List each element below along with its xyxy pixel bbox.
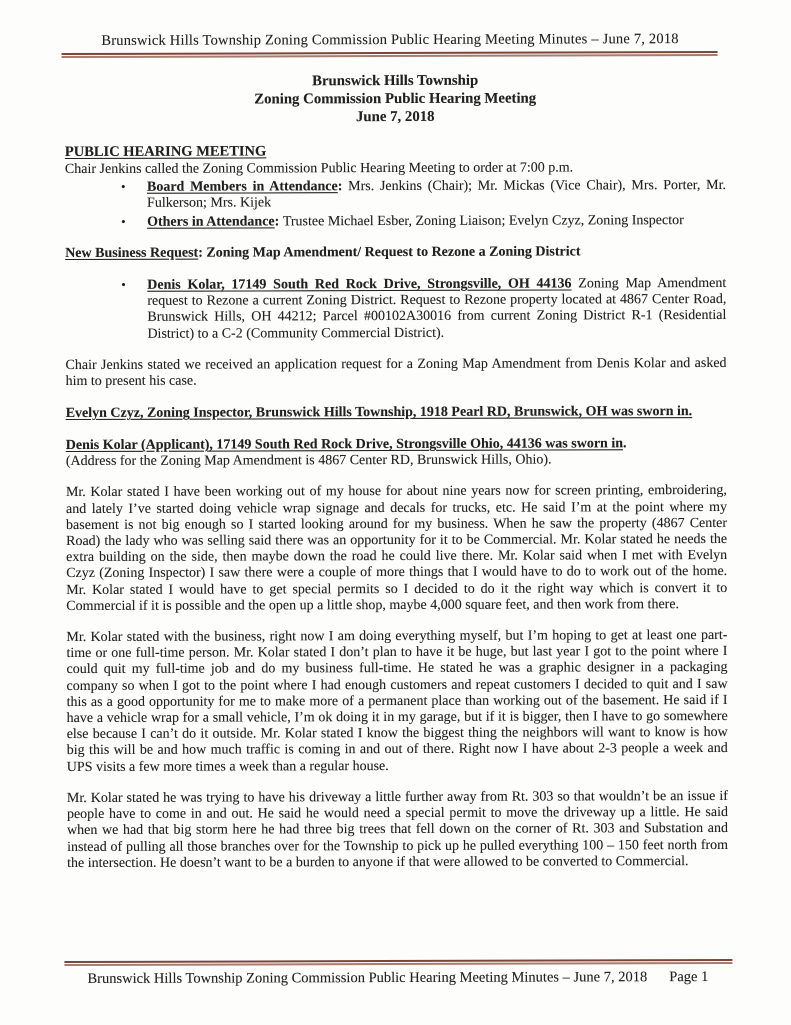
attendance-others-label: Others in Attendance (147, 213, 275, 230)
footer-text-row (67, 969, 740, 988)
footer-page-number: Page 1 (669, 969, 709, 986)
footer-rule (64, 959, 732, 966)
kolar-paragraph-3: Mr. Kolar stated he was trying to have his driveway a little further away from Rt. 303 so that wouldn’t be an issue if people have to come in and out. He said he would need a special permit to move the driveway up a little. He said when we had that big storm here he had three big trees that fell down on the corner of Rt. 303 and Substation and instead of pulling all those branches over for the Township to pick up he pulled everything 100 – 150 feet north from the intersection. He doesn’t want to be a burden to anyone if that were allowed to be converted to Commercial. (66, 788, 729, 871)
rezone-request-item (65, 276, 726, 343)
attendance-board-separator: : (337, 179, 349, 195)
sworn-in-denis-line (66, 435, 727, 454)
page-footer (67, 959, 740, 988)
sworn-in-evelyn-heading (66, 403, 727, 422)
rezone-request-applicant: Denis Kolar, 17149 South Red Rock Drive, Strongsville, OH 44136 (147, 276, 572, 293)
title-line-1: Brunswick Hills Township (312, 72, 479, 90)
attendance-board-members (65, 178, 726, 212)
attendance-others-separator: : (274, 213, 283, 229)
kolar-paragraph-1: Mr. Kolar stated I have been working out of my house for about nine years now for screen printing, embroidering, and lately I’ve started doing vehicle wrap signage and decals for trucks, etc. He said I’m at the point where my basement is not big enough so I started looking around for my business. When he saw the property (4867 Center Road) the lady who was selling said there was an opportunity for it to be Commercial. Mr. Kolar stated he needs the extra building on the side, then maybe down the road he could live there. Mr. Kolar said when I met with Evelyn Czyz (Zoning Inspector) I saw there were a couple of more things that I would have to do to work out of the home. Mr. Kolar stated I would have to get special permits so I decided to do it the right way which is convert it to Commercial if it is possible and the open up a little shop, maybe 4,000 square feet, and then work from there. (65, 483, 728, 614)
chair-statement-paragraph: Chair Jenkins stated we received an application request for a Zoning Map Amendment from Denis Kolar and asked him to present his case. (65, 355, 727, 390)
new-business-separator: : (198, 245, 207, 261)
bullet-icon: • (121, 276, 126, 292)
attendance-others (65, 213, 726, 231)
running-header-text: Brunswick Hills Township Zoning Commission Public Hearing Meeting Minutes – June 7, 2018 (101, 31, 679, 49)
kolar-paragraph-2: Mr. Kolar stated with the business, right now I am doing everything myself, but I’m hoping to get at least one part-time or one full-time person. Mr. Kolar stated I don’t plan to have it be huge, but last year I got to the point where I could quit my full-time job and do my business full-time. He stated he was a graphic designer in a packaging company so when I got to the point where I had enough customers and repeat customers I decided to quit and I saw this as a good opportunity for me to make more of a permanent place than working out of the basement. He said if I have a vehicle wrap for a small vehicle, I’m ok doing it in my garage, but if it is bigger, then I have to go somewhere else because I can’t do it outside. Mr. Kolar stated I know the biggest thing the neighbors will want to know is how big this will be and how much traffic is coming in and out of there. Right now I have about 2-3 people a week and UPS visits a few more times a week than a regular house. (66, 628, 728, 775)
title-line-3: June 7, 2018 (355, 108, 435, 126)
bullet-icon: • (121, 213, 126, 229)
attendance-board-names: Mrs. Jenkins (Chair); Mr. Mickas (Vice Chair), Mrs. Porter, Mr. Fulkerson; Mrs. Kijek (147, 178, 726, 212)
footer-title: Brunswick Hills Township Zoning Commission Public Hearing Meeting Minutes – June 7, 2018 (87, 969, 648, 987)
header-rule (62, 51, 718, 58)
new-business-heading (65, 244, 726, 262)
public-hearing-heading: PUBLIC HEARING MEETING (64, 143, 267, 161)
sworn-in-denis-period: . (622, 436, 627, 452)
sworn-in-denis-heading (66, 435, 727, 470)
sworn-in-denis-text: Denis Kolar (Applicant), 17149 South Red Rock Drive, Strongsville Ohio, 44136 was sworn in (65, 436, 624, 454)
amendment-address-note: (Address for the Zoning Map Amendment is 4867 Center RD, Brunswick Hills, Ohio). (65, 452, 552, 470)
new-business-label: New Business Request (65, 245, 199, 261)
running-header (64, 31, 725, 58)
document-title-block (65, 71, 726, 127)
title-line-2: Zoning Commission Public Hearing Meeting (254, 90, 537, 108)
rezone-request-details: Zoning Map Amendment request to Rezone a current Zoning District. Request to Rezone property located at 4867 Center Road, Brunswick Hills, OH 44212; Parcel #00102A30016 from current Zoning District R-1 (Residential District) to a C-2 (Community Commercial District). (147, 275, 727, 342)
call-to-order-line: Chair Jenkins called the Zoning Commission Public Hearing Meeting to order at 7:00 p.m. (64, 160, 574, 178)
sworn-in-evelyn-text: Evelyn Czyz, Zoning Inspector, Brunswick Hills Township, 1918 Pearl RD, Brunswick, OH was sworn in. (65, 404, 693, 422)
bullet-icon: • (120, 179, 126, 195)
new-business-title: Zoning Map Amendment/ Request to Rezone a Zoning District (206, 244, 581, 261)
attendance-board-label: Board Members in Attendance (146, 179, 338, 195)
attendance-others-names: Trustee Michael Esber, Zoning Liaison; Evelyn Czyz, Zoning Inspector (282, 212, 684, 229)
